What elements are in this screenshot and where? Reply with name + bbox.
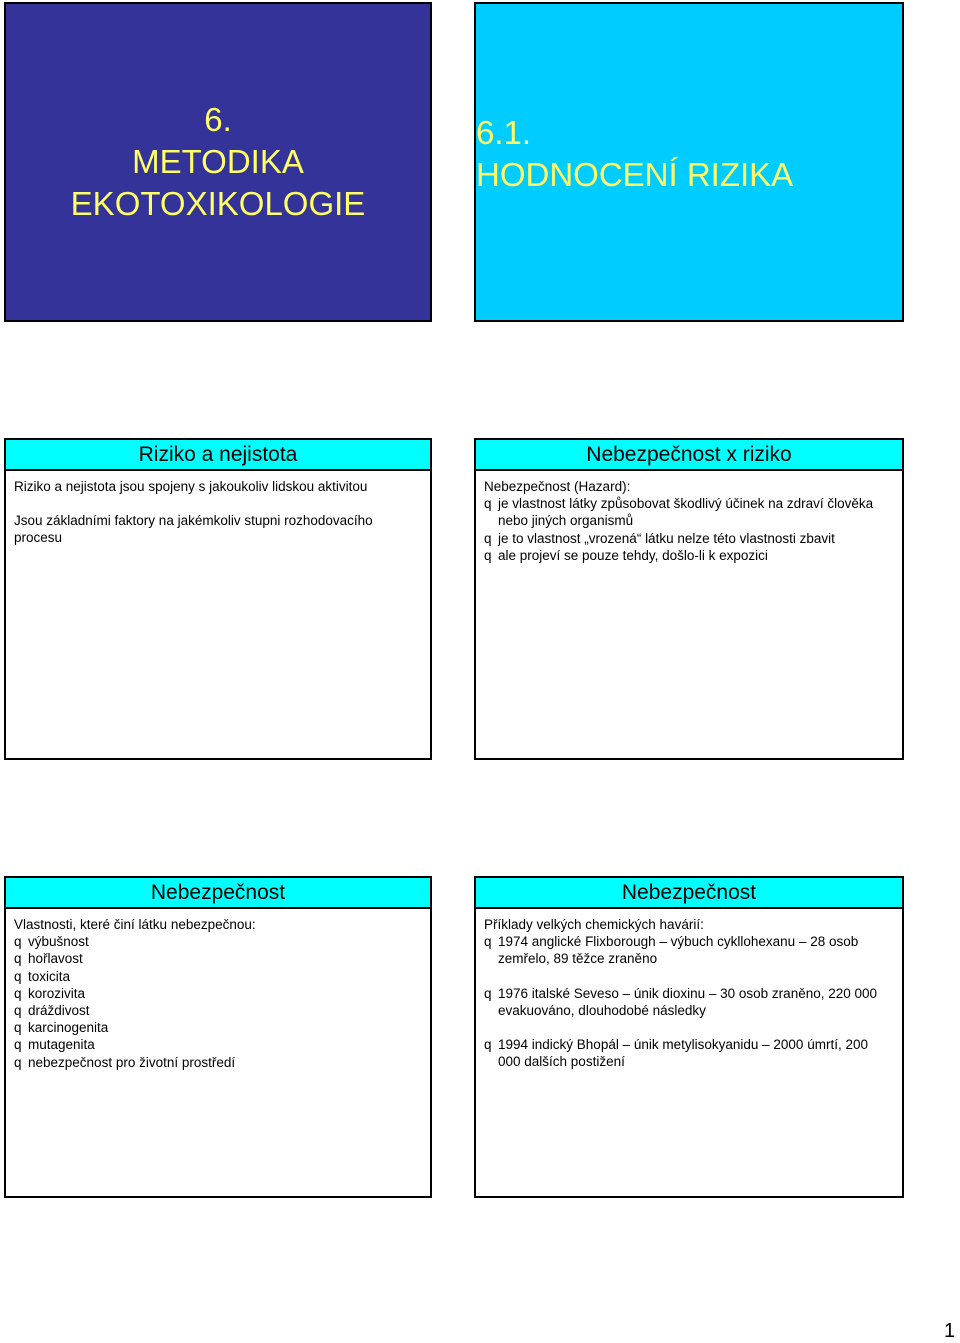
bullet-item: [14, 1036, 422, 1053]
bullet-text: 1976 italské Seveso – únik dioxinu – 30 osob zraněno, 220 000 evakuováno, dlouhodobé následky: [498, 985, 878, 1018]
title-slide-hodnoceni-rizika: [474, 2, 904, 322]
slide-body: [6, 909, 430, 1071]
slide-header: Nebezpečnost: [476, 878, 902, 909]
bullet-item: [484, 495, 894, 529]
bullet-text: nebezpečnost pro životní prostředí: [28, 1054, 236, 1070]
bullet-text: je vlastnost látky způsobovat škodlivý účinek na zdraví člověka nebo jiných organismů: [498, 496, 874, 529]
bullet-text: 1974 anglické Flixborough – výbuch cykllohexanu – 28 osob zemřelo, 89 těžce zraněno: [498, 934, 859, 967]
bullet-text: hořlavost: [28, 951, 83, 967]
slide-body: [6, 471, 430, 547]
slide-title: 6. METODIKA EKOTOXIKOLOGIE: [70, 101, 366, 222]
bullet-text: karcinogenita: [28, 1020, 109, 1036]
bullet-text: mutagenita: [28, 1037, 95, 1053]
page-number: 1: [944, 1320, 956, 1342]
slide-nebezpecnost-vlastnosti: [4, 876, 432, 1198]
bullet-item: [14, 950, 422, 967]
bullet-item: [14, 1019, 422, 1036]
bullet-marker: q: [484, 934, 492, 950]
bullet-item: [484, 1036, 894, 1070]
bullet-text: toxicita: [28, 968, 71, 984]
slide-nebezpecnost-havarie: [474, 876, 904, 1198]
slide-riziko-a-nejistota: [4, 438, 432, 760]
slide-header: Nebezpečnost: [6, 878, 430, 909]
title-slide-metodika: [4, 2, 432, 322]
bullet-item: [484, 985, 894, 1019]
slide-nebezpecnost-x-riziko: [474, 438, 904, 760]
paragraph: Jsou základními faktory na jakémkoliv stupni rozhodovacího procesu: [14, 513, 373, 546]
slide-header: Nebezpečnost x riziko: [476, 440, 902, 471]
bullet-item: [14, 1054, 422, 1071]
bullet-marker: q: [484, 547, 492, 563]
bullet-marker: q: [14, 934, 22, 950]
intro-text: Nebezpečnost (Hazard):: [484, 479, 631, 494]
bullet-text: ale projeví se pouze tehdy, došlo-li k expozici: [498, 547, 768, 563]
bullet-marker: q: [484, 530, 492, 546]
bullet-marker: q: [14, 1037, 22, 1053]
intro-text: Příklady velkých chemických havárií:: [484, 917, 704, 932]
bullet-item: [14, 985, 422, 1002]
bullet-item: [14, 933, 422, 950]
slide-title: 6.1. HODNOCENÍ RIZIKA: [476, 114, 794, 193]
bullet-text: 1994 indický Bhopál – únik metylisokyanidu – 2000 úmrtí, 200 000 dalších postižení: [498, 1037, 868, 1070]
bullet-marker: q: [484, 1037, 492, 1053]
bullet-marker: q: [484, 985, 492, 1001]
bullet-marker: q: [14, 1054, 22, 1070]
bullet-marker: q: [14, 985, 22, 1001]
bullet-item: [14, 968, 422, 985]
bullet-item: [484, 530, 894, 547]
bullet-marker: q: [484, 496, 492, 512]
slide-header: Riziko a nejistota: [6, 440, 430, 471]
slide-body: [476, 471, 902, 564]
bullet-marker: q: [14, 951, 22, 967]
bullet-marker: q: [14, 968, 22, 984]
bullet-text: dráždivost: [28, 1003, 90, 1019]
bullet-marker: q: [14, 1003, 22, 1019]
paragraph: Riziko a nejistota jsou spojeny s jakoukoliv lidskou aktivitou: [14, 479, 368, 494]
bullet-text: výbušnost: [28, 934, 89, 950]
bullet-item: [484, 547, 894, 564]
bullet-item: [14, 1002, 422, 1019]
bullet-text: korozivita: [28, 985, 86, 1001]
intro-text: Vlastnosti, které činí látku nebezpečnou:: [14, 917, 256, 932]
bullet-text: je to vlastnost „vrozená“ látku nelze této vlastnosti zbavit: [498, 530, 835, 546]
slide-body: [476, 909, 902, 1070]
bullet-marker: q: [14, 1020, 22, 1036]
bullet-item: [484, 933, 894, 967]
